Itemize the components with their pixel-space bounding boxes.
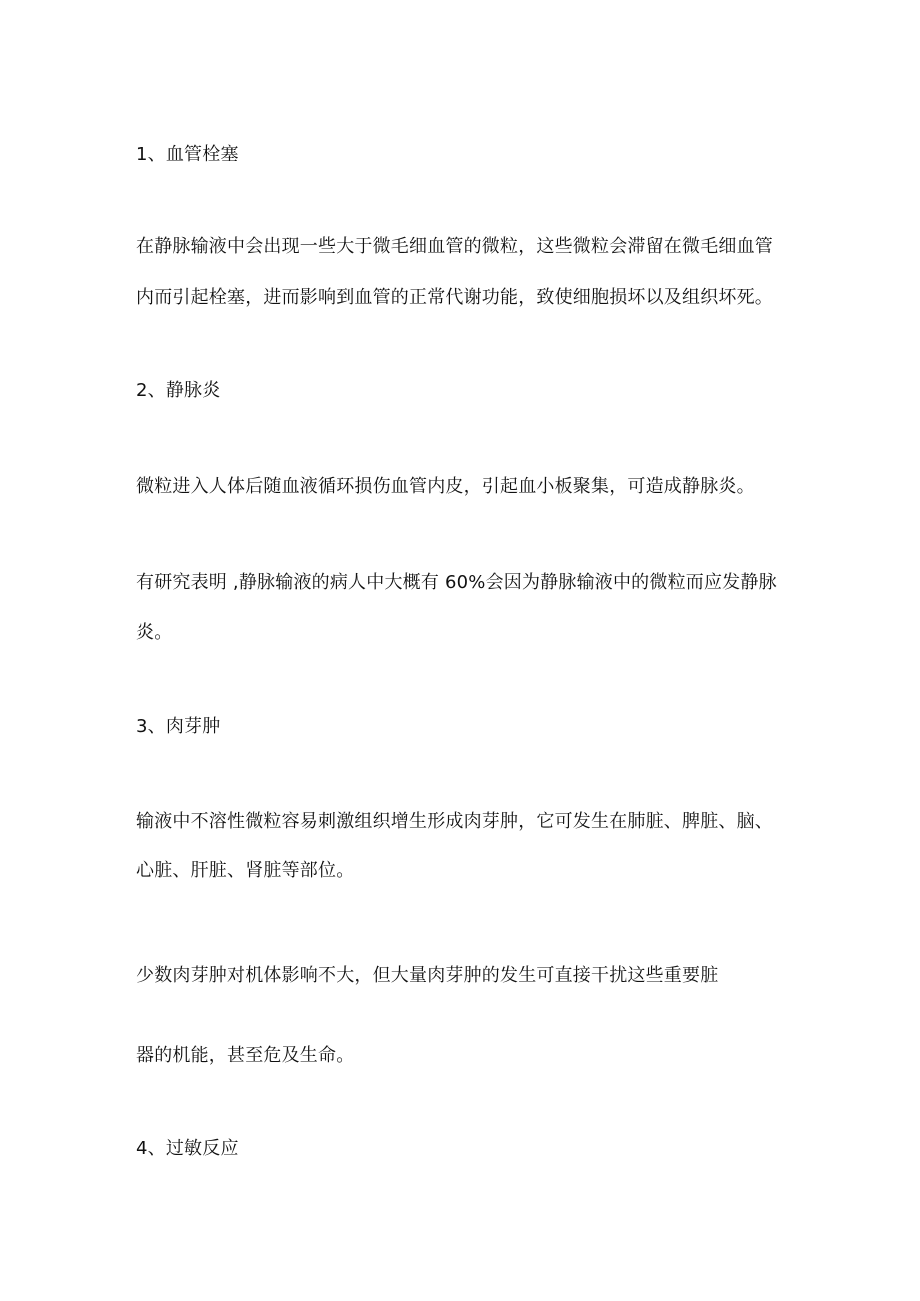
paragraph-line: 有研究表明 ,静脉输液的病人中大概有 60%会因为静脉输液中的微粒而应发静脉 [136,572,777,593]
paragraph-line: 心脏、肝脏、肾脏等部位。 [136,860,355,881]
paragraph-line: 微粒进入人体后随血液循环损伤血管内皮，引起血小板聚集，可造成静脉炎。 [136,476,755,497]
heading-allergic-reaction: 4、过敏反应 [136,1138,239,1159]
paragraph-line: 输液中不溶性微粒容易刺激组织增生形成肉芽肿，它可发生在肺脏、脾脏、脑、 [136,811,773,832]
paragraph-line: 在静脉输液中会出现一些大于微毛细血管的微粒，这些微粒会滞留在微毛细血管 [136,236,773,257]
paragraph-line: 内而引起栓塞，进而影响到血管的正常代谢功能，致使细胞损坏以及组织坏死。 [136,287,773,308]
heading-vascular-embolism: 1、血管栓塞 [136,144,239,165]
heading-granuloma: 3、肉芽肿 [136,716,221,737]
paragraph-line: 少数肉芽肿对机体影响不大，但大量肉芽肿的发生可直接干扰这些重要脏 [136,965,719,986]
paragraph-line: 炎。 [136,622,173,643]
paragraph-line: 器的机能，甚至危及生命。 [136,1045,355,1066]
heading-phlebitis: 2、静脉炎 [136,380,221,401]
